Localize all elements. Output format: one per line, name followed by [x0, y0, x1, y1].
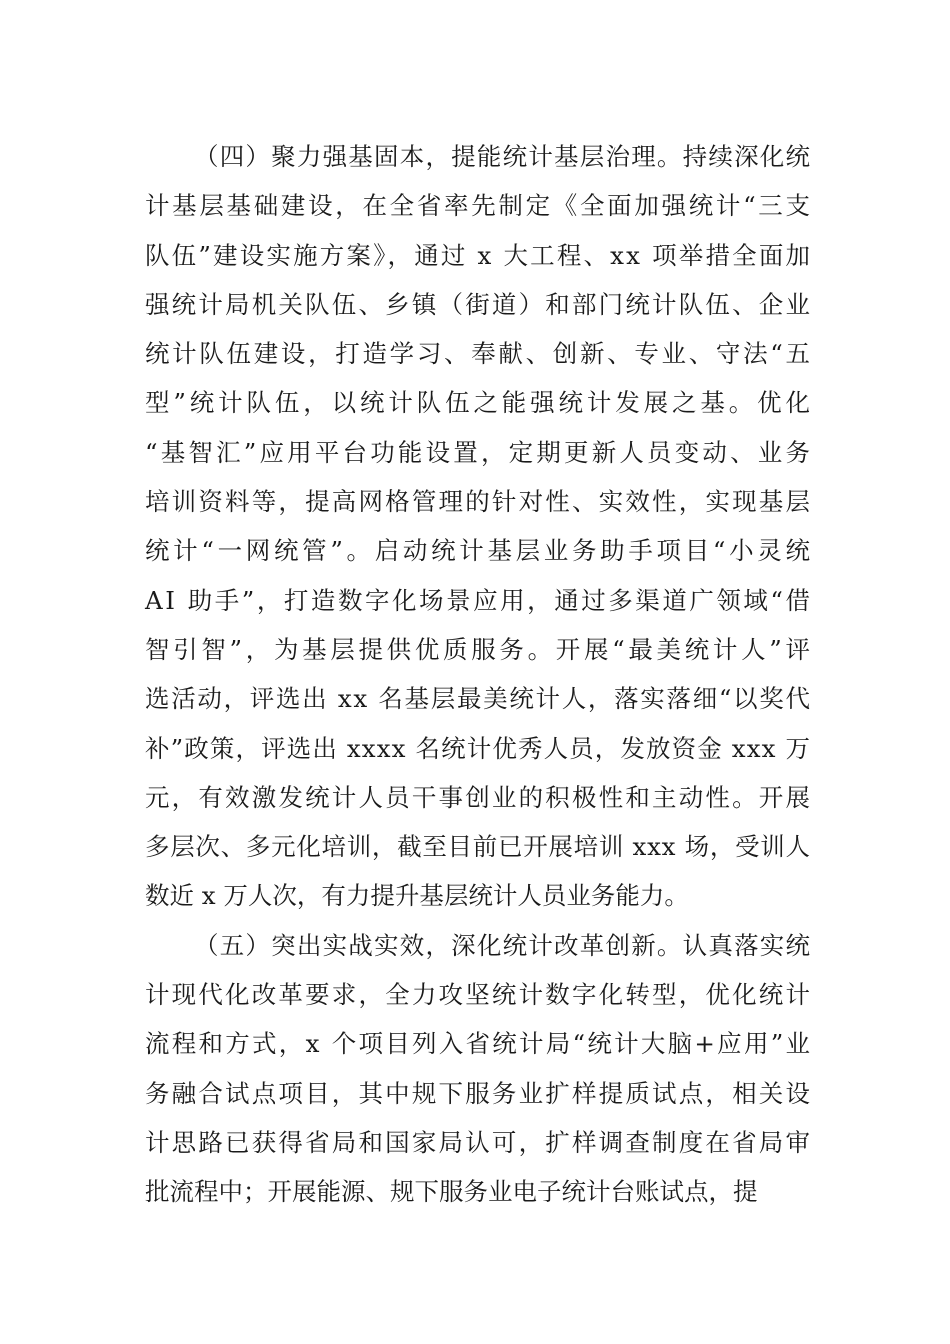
paragraph-first-line: （四）聚力强基固本，提能统计基层治理。持续深化统	[194, 142, 812, 171]
document-body	[145, 132, 814, 1217]
text-line: 流程和方式，x 个项目列入省统计局“统计大脑+应用”业	[145, 1029, 813, 1059]
text-line: 选活动，评选出 xx 名基层最美统计人，落实落细“以奖代	[145, 684, 812, 714]
text-line: 统计“一网统管”。启动统计基层业务助手项目“小灵统	[145, 536, 814, 566]
text-line: 强统计局机关队伍、乡镇（街道）和部门统计队伍、企业	[145, 289, 813, 319]
text-line: 数近 x 万人次，有力提升基层统计人员业务能力。	[145, 881, 689, 911]
text-line: 队伍”建设实施方案》，通过 x 大工程、xx 项举措全面加	[145, 240, 813, 270]
text-line: AI 助手”，打造数字化场景应用，通过多渠道广领域“借	[145, 585, 813, 615]
text-line: 统计队伍建设，打造学习、奉献、创新、专业、守法“五	[145, 339, 813, 369]
text-line: 元，有效激发统计人员干事创业的积极性和主动性。开展	[145, 782, 813, 812]
text-line: 批流程中；开展能源、规下服务业电子统计台账试点，提	[145, 1177, 758, 1207]
text-line: 智引智”，为基层提供优质服务。开展“最美统计人”评	[145, 634, 814, 664]
text-line: 务融合试点项目，其中规下服务业扩样提质试点，相关设	[145, 1078, 813, 1108]
text-line: 多层次、多元化培训，截至目前已开展培训 xxx 场，受训人	[145, 832, 811, 862]
text-line: 计思路已获得省局和国家局认可，扩样调查制度在省局审	[145, 1127, 813, 1157]
text-line: 补”政策，评选出 xxxx 名统计优秀人员，发放资金 xxx 万	[145, 733, 812, 763]
text-line: 型”统计队伍，以统计队伍之能强统计发展之基。优化	[145, 388, 814, 418]
text-line: 计基层基础建设，在全省率先制定《全面加强统计“三支	[145, 191, 813, 221]
text-line: “基智汇”应用平台功能设置，定期更新人员变动、业务	[145, 437, 814, 467]
paragraph-first-line: （五）突出实战实效，深化统计改革创新。认真落实统	[194, 930, 812, 960]
text-line: 计现代化改革要求，全力攻坚统计数字化转型，优化统计	[145, 980, 813, 1010]
text-line: 培训资料等，提高网格管理的针对性、实效性，实现基层	[145, 487, 813, 517]
